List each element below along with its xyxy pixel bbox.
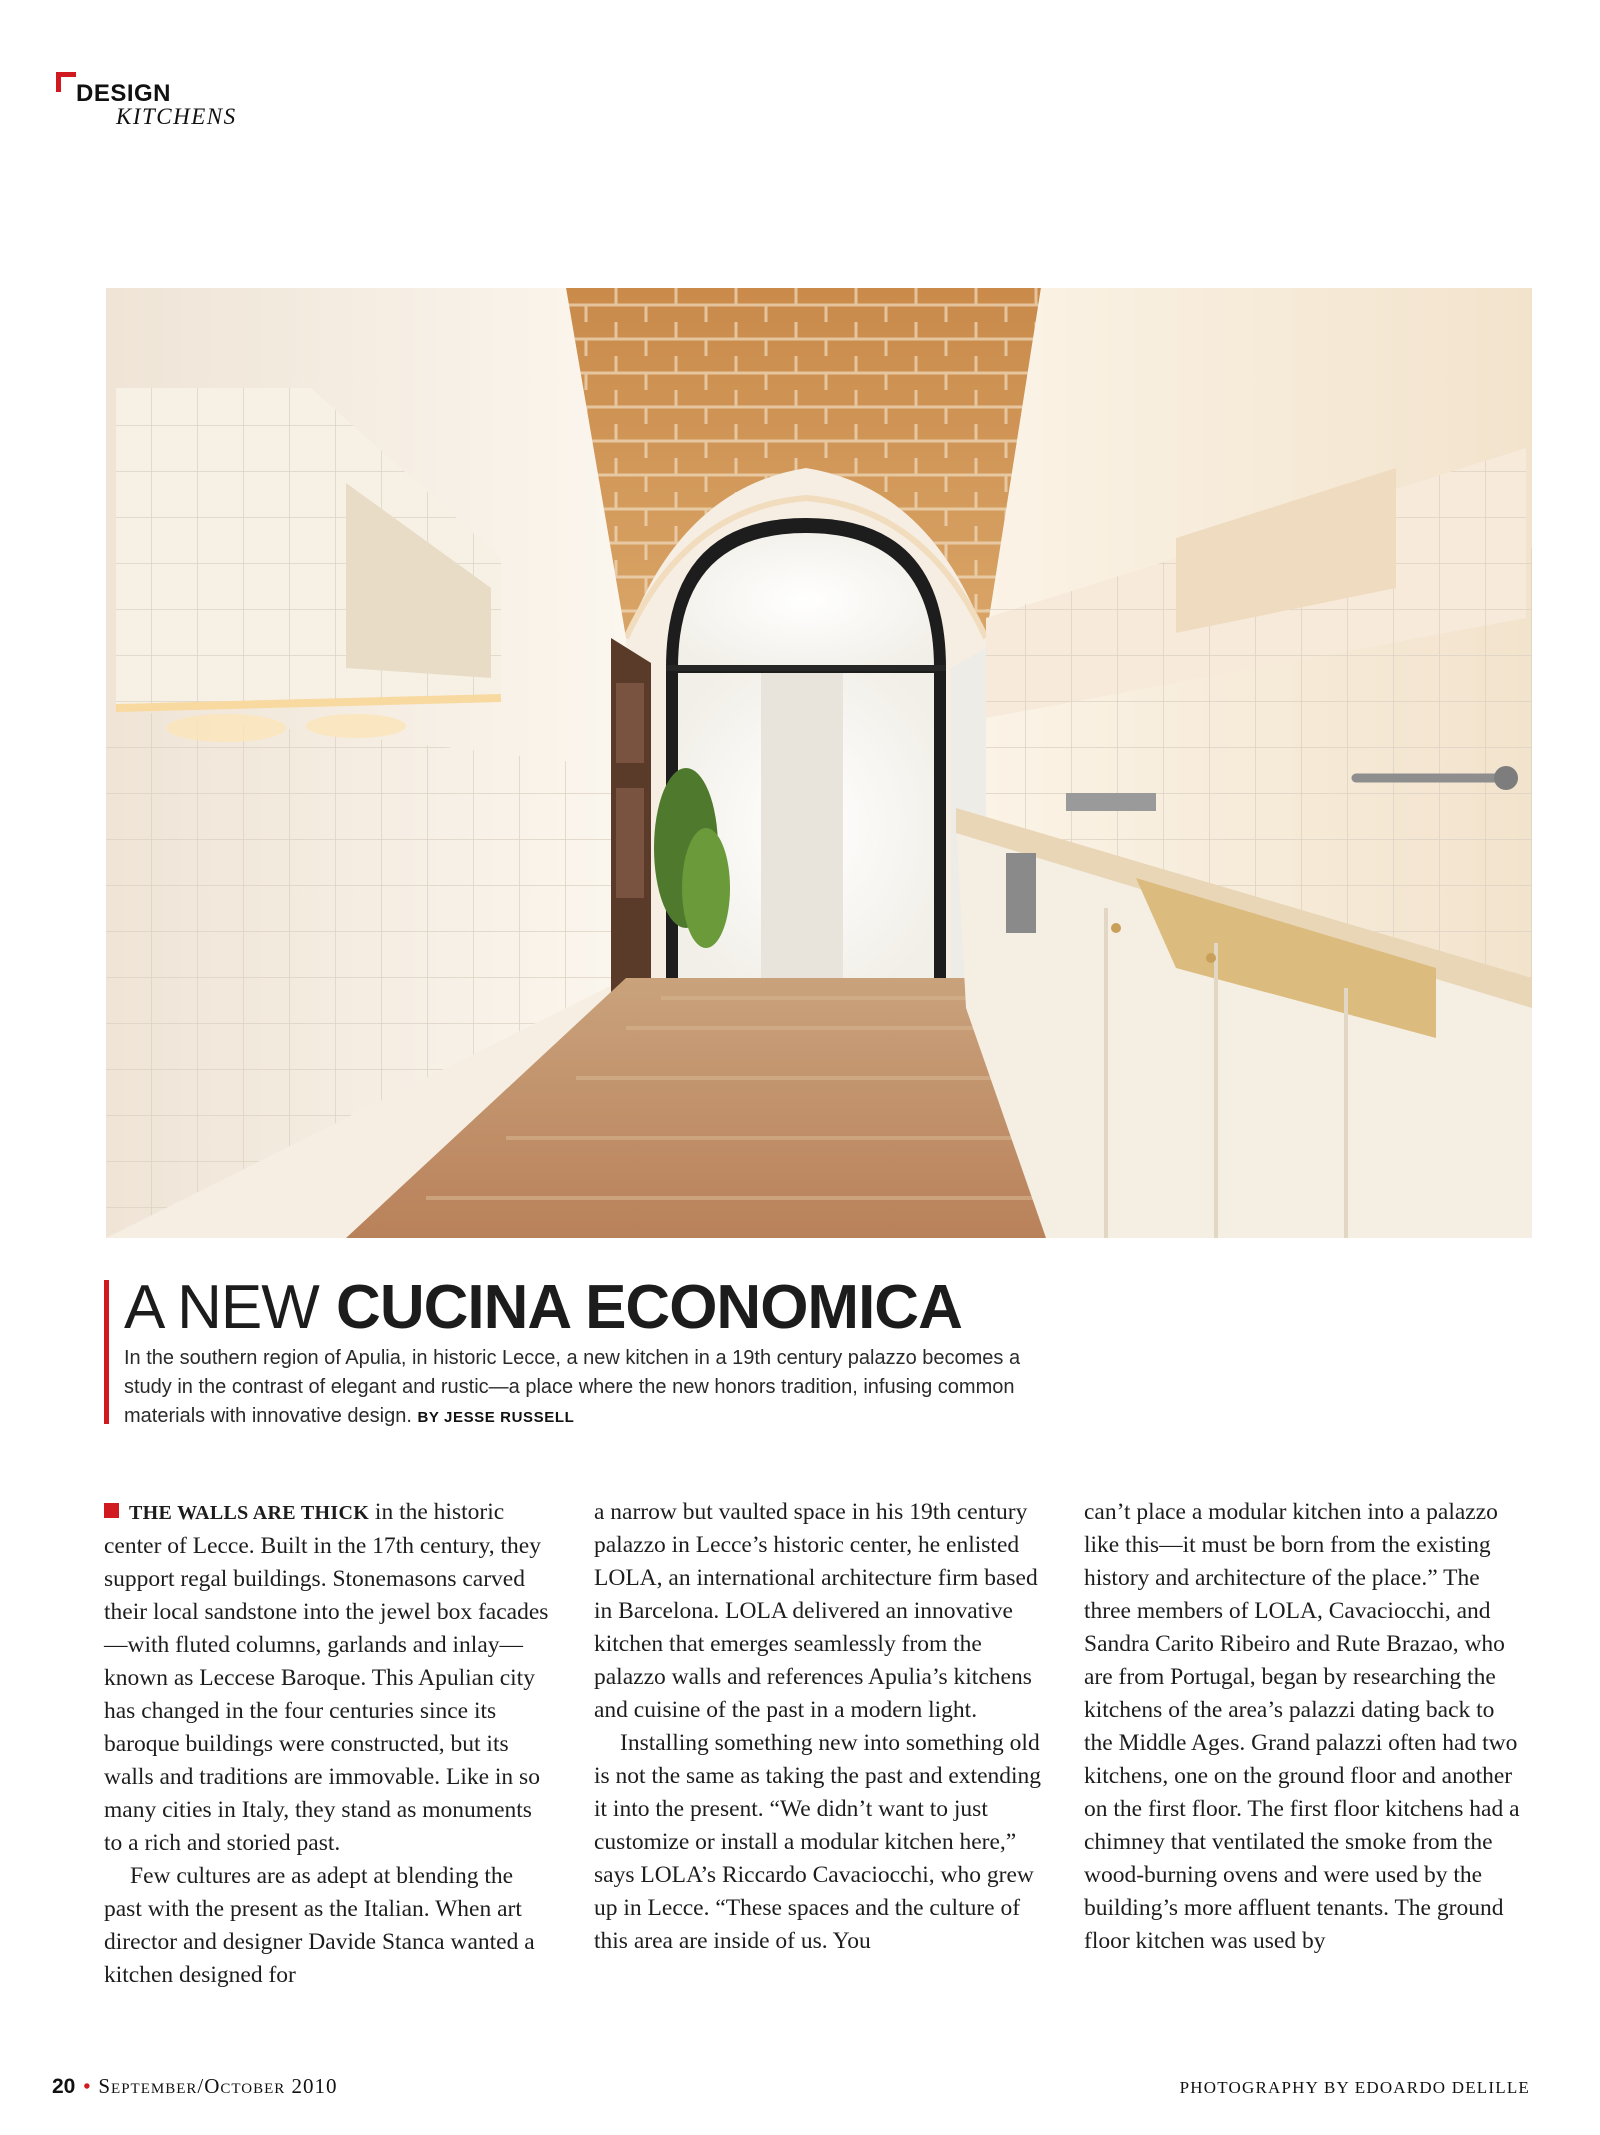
issue-date: September/October 2010 [98,2074,338,2098]
lead-in: THE WALLS ARE THICK [129,1502,370,1524]
deck-text: In the southern region of Apulia, in historic Lecce, a new kitchen in a 19th century palazzo becomes a study in the contrast of elegant and rustic—a place where the new honors tradition, infusing common materials with innovative design. [124,1347,1021,1427]
photo-credit: PHOTOGRAPHY BY EDOARDO DELILLE [1179,2078,1530,2097]
body-paragraph: Few cultures are as adept at blending the past with the present as the Italian. When art director and designer Davide Stanca wanted a kitchen designed for [104,1863,535,1988]
body-column-1 [104,1496,556,1992]
body-paragraph: can’t place a modular kitchen into a palazzo like this—it must be born from the existing history and architecture of the place.” The three members of LOLA, Cavaciocchi, and Sandra Carito Ribeiro and Rute Brazao, who are from Portugal, began by researching the kitchens of the area’s palazzi dating back to the Middle Ages. Grand palazzi often had two kitchens, one on the ground floor and another on the first floor. The first floor kitchens had a chimney that ventilated the smoke from the wood-burning ovens and were used by the building’s more affluent tenants. The ground floor kitchen was used by [1084,1499,1520,1954]
body-column-2 [594,1496,1054,1958]
body-paragraph: Installing something new into something old is not the same as taking the past and extending it into the present. “We didn’t want to just customize or install a modular kitchen here,” says LOLA’s Riccardo Cavaciocchi, who grew up in Lecce. “These spaces and the culture of this area are inside of us. You [594,1730,1042,1954]
section-category: DESIGN [76,80,172,107]
body-paragraph: a narrow but vaulted space in his 19th century palazzo in Lecce’s historic center, he enlisted LOLA, an international architecture firm based in Barcelona. LOLA delivered an innovative kitchen that emerges seamlessly from the palazzo walls and references Apulia’s kitchens and cuisine of the past in a modern light. [594,1499,1038,1723]
kitchen-photo [106,288,1532,1238]
red-corner-icon [56,72,76,92]
article-deck [124,1344,1024,1432]
folio [52,2074,338,2099]
title-light: A NEW [124,1273,319,1342]
red-square-icon [104,1503,119,1518]
body-paragraph [104,1496,556,1860]
title-accent-bar [104,1280,109,1424]
body-column-3 [1084,1496,1524,1958]
paragraph-text: in the historic center of Lecce. Built in the 17th century, they support regal buildings. Stonemasons carved their local sandstone into the jewel box facades—with fluted columns, garlands and inlay—known as Leccese Baroque. This Apulian city has changed in the four centuries since its baroque buildings were constructed, but its walls and traditions are immovable. Like in so many cities in Italy, they stand as monuments to a rich and storied past. [104,1499,549,1856]
article-title [124,1268,962,1348]
byline: BY JESSE RUSSELL [417,1409,575,1426]
page-number: 20 [52,2075,76,2098]
section-subcategory: KITCHENS [116,104,237,129]
title-bold: CUCINA ECONOMICA [336,1273,962,1342]
bullet-icon: • [83,2076,91,2098]
